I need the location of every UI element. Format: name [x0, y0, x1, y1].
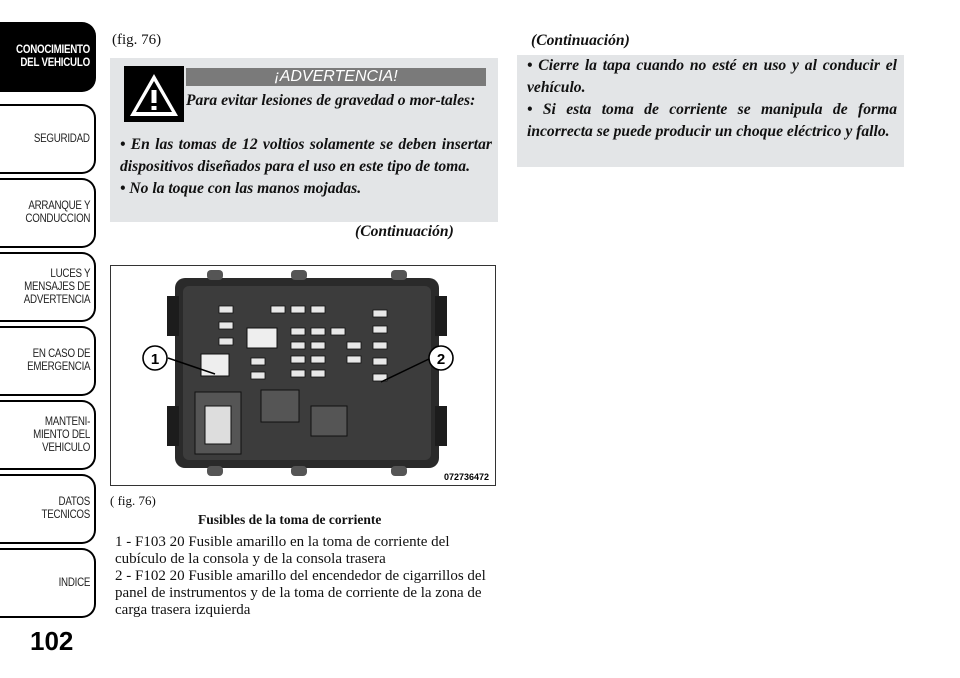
tab-label: MANTENI- MIENTO DEL VEHICULO	[32, 415, 90, 454]
warning-item: • En las tomas de 12 voltios solamente se deben insertar dispositivos diseñados para el uso en este tipo de toma.	[120, 136, 492, 175]
figure-code: 072736472	[443, 472, 489, 482]
tab-label: SEGURIDAD	[34, 132, 90, 145]
caption-title: Fusibles de la toma de corriente	[198, 512, 382, 527]
tab-label: INDICE	[58, 576, 90, 589]
tab-mantenimiento[interactable]	[0, 400, 96, 470]
tab-datos-tecnicos[interactable]	[0, 474, 96, 544]
tab-emergencia[interactable]	[0, 326, 96, 396]
callout-1: 1	[150, 351, 160, 368]
fuse-box-figure	[110, 265, 496, 486]
legend-item-1: 1 - F103 20 Fusible amarillo en la toma de corriente del cubículo de la consola y de la consola trasera	[115, 534, 450, 567]
continuation-label: (Continuación)	[355, 223, 454, 240]
tab-arranque-conduccion[interactable]	[0, 178, 96, 248]
warning-item: • Cierre la tapa cuando no esté en uso y al conducir el vehículo.	[527, 57, 897, 96]
warning-list	[120, 134, 492, 200]
tab-conocimiento-del-vehiculo[interactable]	[0, 22, 96, 92]
continuation-heading: (Continuación)	[531, 32, 630, 49]
warning-continued-list	[527, 55, 897, 143]
tab-label: ARRANQUE Y CONDUCCION	[25, 200, 90, 225]
tab-label: DATOS TECNICOS	[41, 496, 90, 521]
caption-reference: ( fig. 76)	[110, 493, 156, 508]
page-number: 102	[30, 626, 74, 656]
tab-label: CONOCIMIENTO DEL VEHICULO	[16, 44, 90, 69]
warning-item: • Si esta toma de corriente se manipula de forma incorrecta se puede producir un choque eléctrico y fallo.	[527, 101, 897, 140]
warning-intro: Para evitar lesiones de gravedad o mor-tales:	[186, 92, 476, 109]
warning-heading: ¡ADVERTENCIA!	[186, 68, 486, 86]
legend-item-2: 2 - F102 20 Fusible amarillo del encendedor de cigarrillos del panel de instrumentos y de la toma de corriente de la zona de carga trasera izquierda	[115, 568, 486, 618]
tab-seguridad[interactable]	[0, 104, 96, 174]
warning-box	[110, 58, 498, 222]
tab-label: EN CASO DE EMERGENCIA	[26, 348, 90, 373]
tab-label: LUCES Y MENSAJES DE ADVERTENCIA	[23, 267, 90, 306]
fuse-box-illustration	[111, 266, 495, 485]
figure-reference: (fig. 76)	[112, 32, 162, 48]
warning-continued-box	[517, 55, 904, 167]
warning-triangle-icon	[124, 66, 184, 122]
tab-luces-mensajes[interactable]	[0, 252, 96, 322]
warning-item: • No la toque con las manos mojadas.	[120, 180, 362, 197]
tab-indice[interactable]	[0, 548, 96, 618]
callout-2: 2	[436, 351, 446, 368]
